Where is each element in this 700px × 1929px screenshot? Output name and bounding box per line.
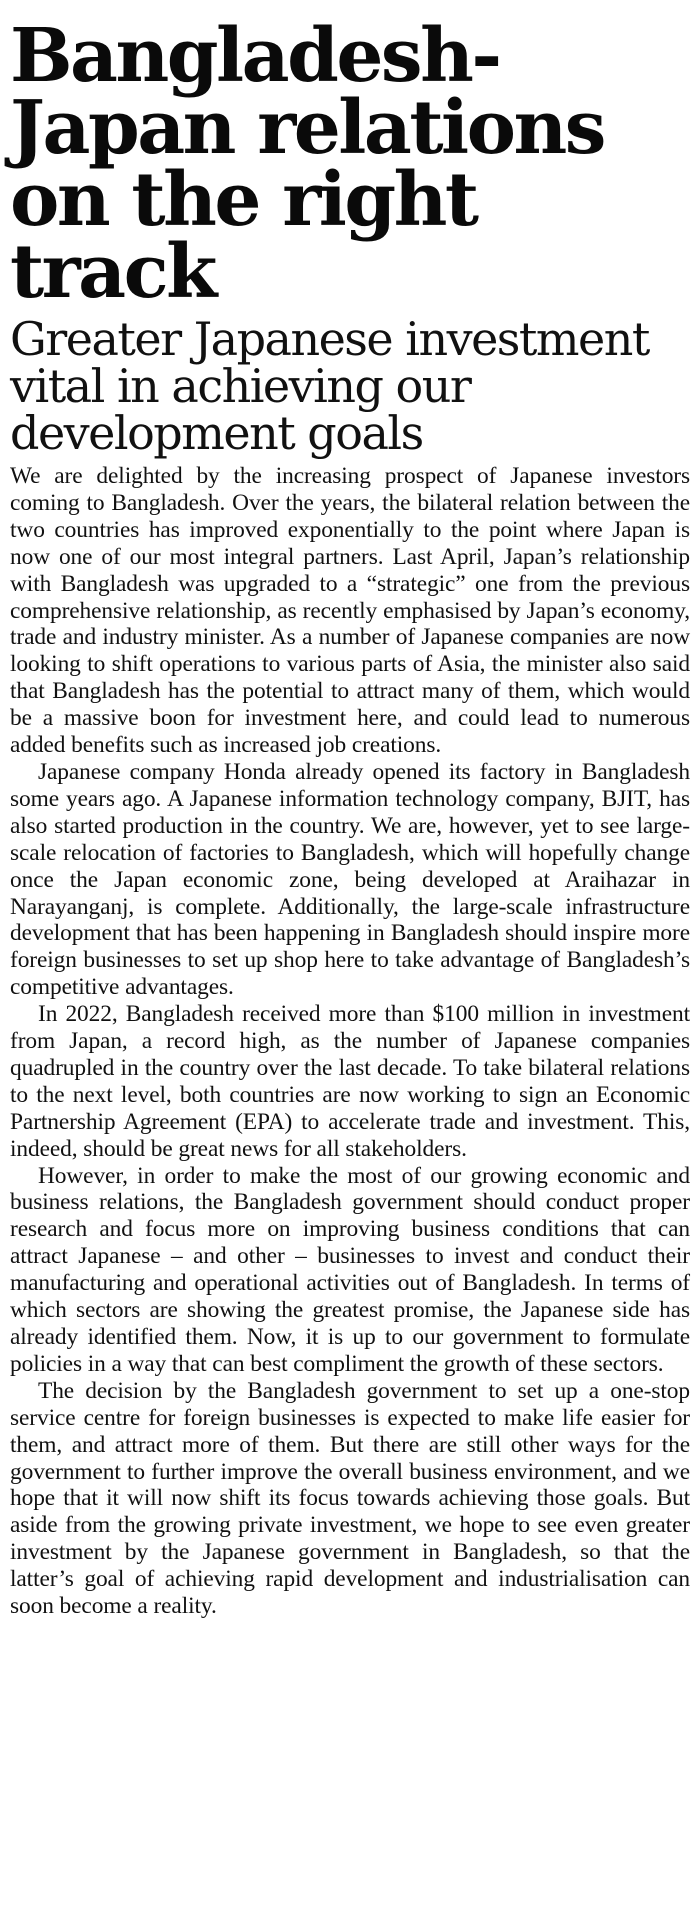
article-paragraph-3: In 2022, Bangladesh received more than $100 million in investment from Japan, a record high, as the number of Japanese companies quadrupled in the country over the last decade. To take bilateral relations to the next level, both countries are now working to sign an Economic Partnership Agreement (EPA) to accelerate trade and investment. This, indeed, should be great news for all stakeholders. xyxy=(10,1001,690,1162)
article-subheadline: Greater Japanese investment vital in achieving our development goals xyxy=(10,312,649,460)
article-paragraph-2: Japanese company Honda already opened its factory in Bangladesh some years ago. A Japanese information technology company, BJIT, has also started production in the country. We are, however, yet to see large-scale relocation of factories to Bangladesh, which will hopefully change once the Japan economic zone, being developed at Araihazar in Narayanganj, is complete. Additionally, the large-scale infrastructure development that has been happening in Bangladesh should inspire more foreign businesses to set up shop here to take advantage of Bangladesh’s competitive advantages. xyxy=(10,758,690,1001)
article-paragraph-1: We are delighted by the increasing prospect of Japanese investors coming to Bangladesh. Over the years, the bilateral relation between the two countries has improved exponentially to the point where Japan is now one of our most integral partners. Last April, Japan’s relationship with Bangladesh was upgraded to a “strategic” one from the previous comprehensive relationship, as recently emphasised by Japan’s economy, trade and industry minister. As a number of Japanese companies are now looking to shift operations to various parts of Asia, the minister also said that Bangladesh has the potential to attract many of them, which would be a massive boon for investment here, and could lead to numerous added benefits such as increased job creations. xyxy=(10,463,690,759)
article-body xyxy=(10,463,690,1620)
article-paragraph-5: The decision by the Bangladesh government to set up a one-stop service centre for foreign businesses is expected to make life easier for them, and attract more of them. But there are still other ways for the government to further improve the overall business environment, and we hope that it will now shift its focus towards achieving those goals. But aside from the growing private investment, we hope to see even greater investment by the Japanese government in Bangladesh, so that the latter’s goal of achieving rapid development and industrialisation can soon become a reality. xyxy=(10,1377,690,1620)
article-paragraph-4: However, in order to make the most of our growing economic and business relations, the Bangladesh government should conduct proper research and focus more on improving business conditions that can attract Japanese – and other – businesses to invest and conduct their manufacturing and operational activities out of Bangladesh. In terms of which sectors are showing the greatest promise, the Japanese side has already identified them. Now, it is up to our government to formulate policies in a way that can best compliment the growth of these sectors. xyxy=(10,1162,690,1377)
article-headline: Bangladesh-Japan relations on the right track xyxy=(10,13,604,315)
